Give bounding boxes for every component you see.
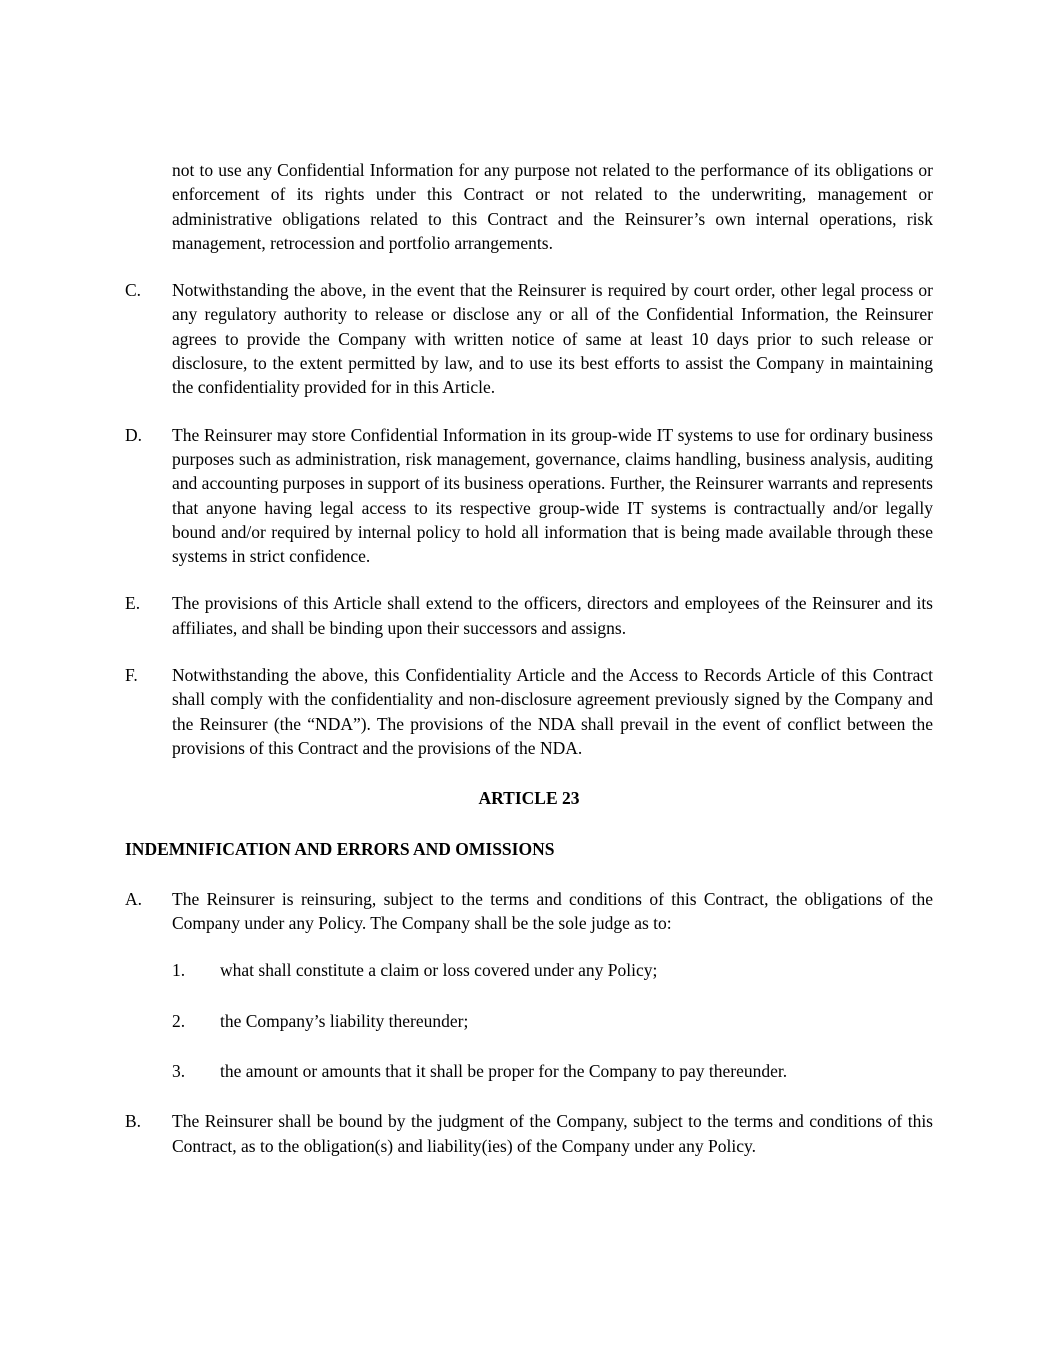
numbered-item-2 xyxy=(172,1009,933,1033)
list-item-label: C. xyxy=(125,280,142,301)
list-item-label: F. xyxy=(125,665,138,686)
list-item-a xyxy=(125,887,933,936)
list-item-d xyxy=(125,423,933,569)
numbered-item-label: 2. xyxy=(172,1010,186,1031)
article-heading: ARTICLE 23 xyxy=(478,788,580,809)
numbered-item-3 xyxy=(172,1059,933,1083)
list-item-text: The Reinsurer may store Confidential Information in its group-wide IT systems to use for ordinary business purposes such as administration, risk management, governance, claims handling, business analysis, auditing and accounting purposes in support of its business operations. Further, the Reinsurer warrants and represents that anyone having legal access to its respective group-wide IT systems is contractually and/or legally bound and/or required by internal policy to hold all information that is being made available through these systems in strict confidence. xyxy=(172,424,933,567)
list-item-label: D. xyxy=(125,424,143,445)
list-item-text: Notwithstanding the above, in the event that the Reinsurer is required by court order, other legal process or any regulatory authority to release or disclose any or all of the Confidential Information, the Reinsurer agrees to provide the Company with written notice of same at least 10 days prior to such release or disclosure, to the extent permitted by law, and to use its best efforts to assist the Company in maintaining the confidentiality provided for in this Article. xyxy=(172,280,933,398)
page-content xyxy=(125,158,933,1181)
list-item-label: B. xyxy=(125,1111,142,1132)
list-item-text: The Reinsurer is reinsuring, subject to the terms and conditions of this Contract, the obligations of the Company under any Policy. The Company shall be the sole judge as to: xyxy=(172,888,933,934)
numbered-item-text: the amount or amounts that it shall be proper for the Company to pay thereunder. xyxy=(220,1061,788,1082)
list-item-text: The Reinsurer shall be bound by the judgment of the Company, subject to the terms and conditions of this Contract, as to the obligation(s) and liability(ies) of the Company under any Policy. xyxy=(172,1111,933,1156)
numbered-item-label: 1. xyxy=(172,960,186,981)
numbered-item-text: what shall constitute a claim or loss covered under any Policy; xyxy=(220,960,658,981)
numbered-item-label: 3. xyxy=(172,1061,186,1082)
list-item-text: The provisions of this Article shall extend to the officers, directors and employees of the Reinsurer and its affiliates, and shall be binding upon their successors and assigns. xyxy=(172,593,933,638)
list-item-label: E. xyxy=(125,593,141,614)
list-item-text: Notwithstanding the above, this Confidentiality Article and the Access to Records Article of this Contract shall comply with the confidentiality and non-disclosure agreement previously signed by the Company and the Reinsurer (the “NDA”). The provisions of the NDA shall prevail in the event of conflict between the provisions of this Contract and the provisions of the NDA. xyxy=(172,665,933,758)
list-item-e xyxy=(125,591,933,640)
numbered-item-text: the Company’s liability thereunder; xyxy=(220,1010,469,1031)
list-item-b xyxy=(125,1109,933,1158)
list-item-label: A. xyxy=(125,888,143,909)
list-item-f xyxy=(125,663,933,760)
section-heading: INDEMNIFICATION AND ERRORS AND OMISSIONS xyxy=(125,838,555,859)
list-item-c xyxy=(125,278,933,399)
continuation-paragraph: not to use any Confidential Information for any purpose not related to the performance of its obligations or enforcement of its rights under this Contract or not related to the underwriting, management or administrative obligations related to this Contract and the Reinsurer’s own internal operations, risk management, retrocession and portfolio arrangements. xyxy=(172,160,933,253)
numbered-item-1 xyxy=(172,958,933,982)
